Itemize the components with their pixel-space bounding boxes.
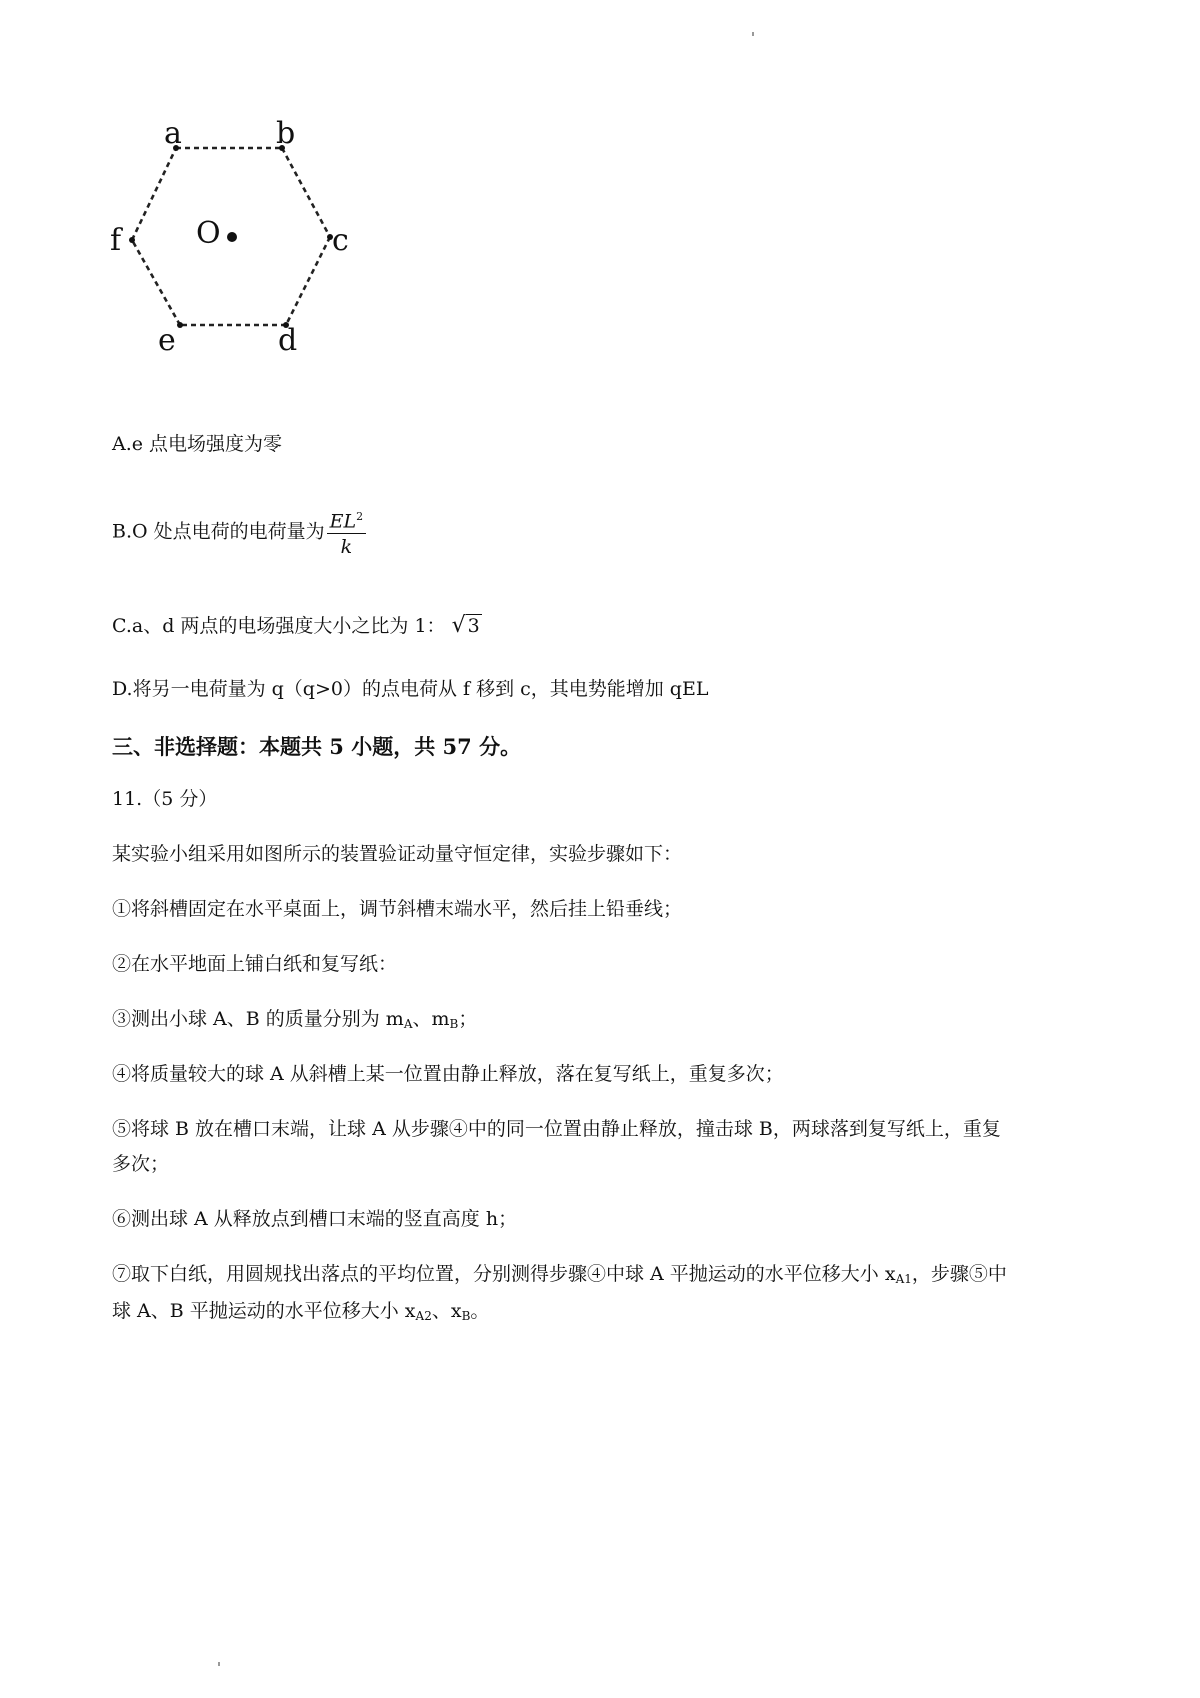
step-7-line-1 (112, 1260, 1112, 1293)
step-7-line-2 (112, 1297, 1112, 1330)
step-7-text: ⑦取下白纸，用圆规找出落点的平均位置，分别测得步骤④中球 A 平抛运动的水平位移大小 x (112, 1263, 896, 1285)
label-o: O (196, 216, 221, 251)
step-5-line-1: ⑤将球 B 放在槽口末端，让球 A 从步骤④中的同一位置由静止释放，撞击球 B，两球落到复写纸上，重复 (112, 1118, 1001, 1140)
step-6: ⑥测出球 A 从释放点到槽口末端的竖直高度 h； (112, 1208, 518, 1230)
option-a: A.e 点电场强度为零 (112, 433, 283, 455)
radicand: 3 (467, 615, 480, 637)
point-f (129, 237, 135, 243)
subscript: B (461, 1309, 471, 1323)
option-b-fraction (327, 505, 367, 560)
option-c (112, 612, 1112, 640)
scan-mark (752, 32, 754, 36)
step-7-text: 。 (470, 1300, 490, 1322)
step-7-text: 、x (431, 1300, 462, 1322)
fraction-denominator: k (340, 536, 353, 559)
step-3 (112, 1005, 1112, 1038)
section-heading: 三、非选择题：本题共 5 小题，共 57 分。 (112, 734, 522, 759)
option-d: D.将另一电荷量为 q（q>0）的点电荷从 f 移到 c，其电势能增加 qEL (112, 678, 709, 700)
label-a: a (164, 116, 182, 151)
edge-ef (132, 240, 180, 325)
point-e (177, 322, 183, 328)
step-3-text: ； (458, 1008, 478, 1030)
scan-mark (218, 1662, 220, 1666)
edge-cd (286, 237, 330, 325)
hexagon-svg (110, 115, 370, 385)
edge-fa (132, 148, 176, 240)
subscript: A1 (895, 1272, 912, 1286)
sqrt-expression (452, 612, 482, 640)
subscript: A (403, 1017, 413, 1031)
numerator-text: EL (329, 510, 357, 533)
label-f: f (110, 223, 122, 258)
option-b (112, 505, 1112, 560)
question-number: 11.（5 分） (112, 788, 218, 810)
numerator-exponent: 2 (356, 510, 364, 523)
step-3-text: ③测出小球 A、B 的质量分别为 m (112, 1008, 404, 1030)
label-b: b (276, 116, 296, 151)
question-intro: 某实验小组采用如图所示的装置验证动量守恒定律，实验步骤如下： (112, 843, 683, 865)
step-7-text: ，步骤⑤中 (911, 1263, 1007, 1285)
step-7-text: 球 A、B 平抛运动的水平位移大小 x (112, 1300, 416, 1322)
step-3-text: 、m (412, 1008, 450, 1030)
point-o (227, 232, 237, 242)
fraction-numerator (327, 505, 367, 534)
subscript: A2 (415, 1309, 432, 1323)
step-2: ②在水平地面上铺白纸和复写纸： (112, 953, 398, 975)
step-1: ①将斜槽固定在水平桌面上，调节斜槽末端水平，然后挂上铅垂线； (112, 898, 683, 920)
option-c-text: C.a、d 两点的电场强度大小之比为 1： (112, 615, 446, 637)
label-d: d (278, 323, 298, 358)
label-e: e (158, 323, 176, 358)
step-4: ④将质量较大的球 A 从斜槽上某一位置由静止释放，落在复写纸上，重复多次； (112, 1063, 784, 1085)
radical-sign: √ (451, 613, 466, 638)
hexagon-diagram (110, 115, 370, 385)
subscript: B (449, 1017, 459, 1031)
step-5-line-2: 多次； (112, 1153, 170, 1175)
edge-bc (282, 148, 330, 237)
option-b-text: B.O 处点电荷的电荷量为 (112, 520, 325, 543)
label-c: c (332, 223, 349, 258)
